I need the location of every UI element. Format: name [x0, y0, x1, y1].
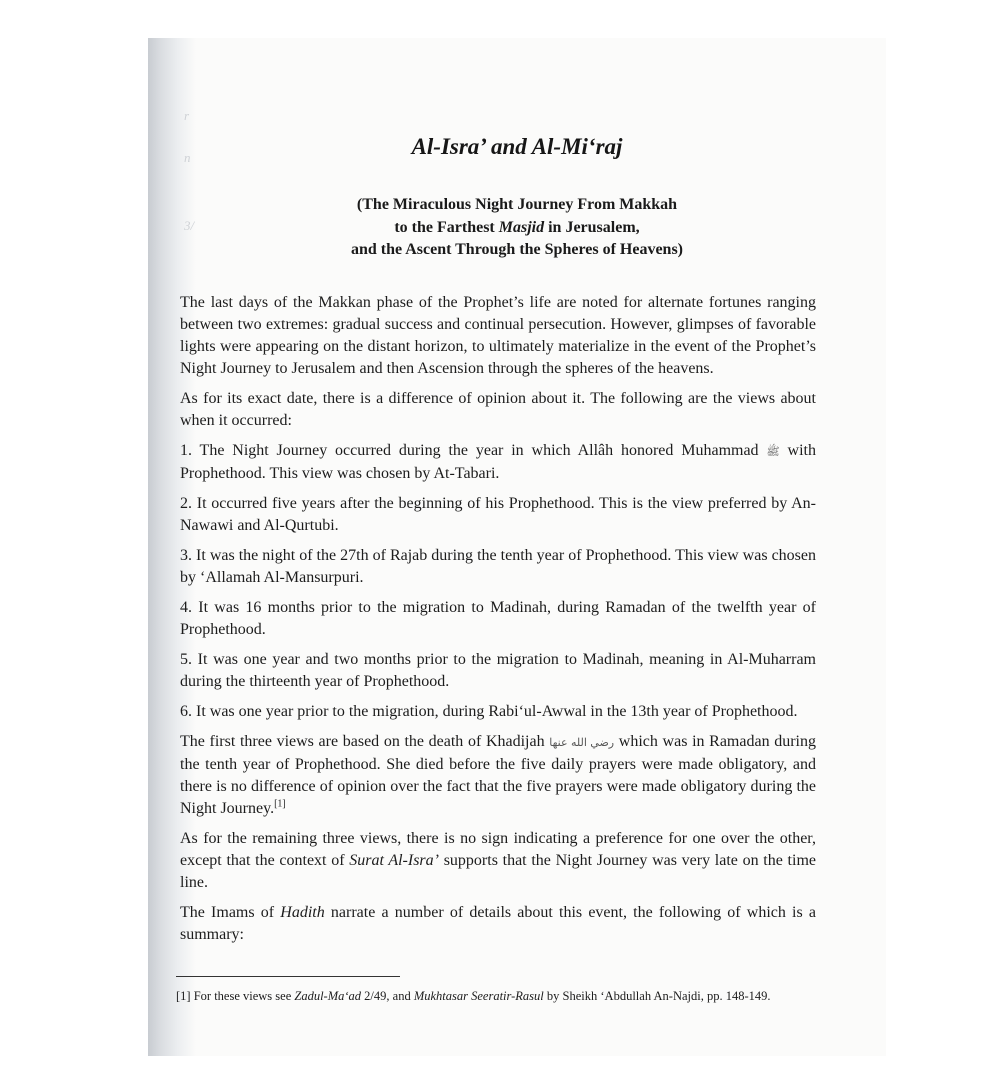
paragraph-first-three-views: The first three views are based on the death of Khadijah رضي الله عنها which was in Ramadan during the tenth year of Prophethood. She died before the five daily prayers were made obligatory, and there is no difference of opinion over the fact that the five prayers were made obligatory during the Night Journey.[1] — [180, 733, 817, 817]
footnote-divider — [176, 976, 400, 977]
paragraph-intro: The last days of the Makkan phase of the Prophet’s life are noted for alternate fortunes ranging between two extremes: gradual success and continual persecution. However, glimpses of favorable lights were appearing on the distant horizon, to ultimately materialize in the event of the Prophet’s Night Journey to Jerusalem and then Ascension through the spheres of the heavens. — [180, 294, 816, 377]
body-text — [180, 292, 816, 954]
subtitle-line-1: (The Miraculous Night Journey From Makkah — [356, 196, 678, 213]
footnote-reference: [1] — [274, 798, 286, 810]
view-item-6: 6. It was one year prior to the migration, during Rabi‘ul-Awwal in the 13th year of Prophethood. — [180, 703, 798, 720]
paragraph-remaining-views: As for the remaining three views, there is no sign indicating a preference for one over the other, except that the context of Surat Al-Isra’ supports that the Night Journey was very late on the time line. — [180, 830, 816, 891]
bleed-through-mark: r — [184, 108, 190, 123]
book-page — [148, 38, 886, 1056]
footnote: [1] For these views see Zadul-Ma‘ad 2/49, and Mukhtasar Seeratir-Rasul by Sheikh ‘Abdullah An-Najdi, pp. 148-149. — [176, 989, 771, 1003]
chapter-subtitle — [148, 194, 886, 262]
view-item-2: 2. It occurred five years after the beginning of his Prophethood. This is the view preferred by An-Nawawi and Al-Qurtubi. — [180, 495, 816, 534]
view-item-1: 1. The Night Journey occurred during the year in which Allâh honored Muhammad ﷺ with Prophethood. This view was chosen by At-Tabari. — [180, 442, 816, 482]
subtitle-emphasis: Masjid — [498, 218, 545, 236]
footnote-marker: [1] — [176, 989, 191, 1003]
bleed-through-mark: 3/ — [184, 218, 195, 233]
paragraph-hadith-summary: The Imams of Hadith narrate a number of details about this event, the following of which is a summary: — [180, 904, 817, 943]
paragraph-date-opinion: As for its exact date, there is a difference of opinion about it. The following are the views about when it occurred: — [180, 390, 816, 429]
view-item-4: 4. It was 16 months prior to the migration to Madinah, during Ramadan of the twelfth year of Prophethood. — [180, 599, 816, 638]
subtitle-line-3: and the Ascent Through the Spheres of Heavens) — [350, 241, 684, 258]
subtitle-line-2: to the Farthest Masjid in Jerusalem, — [394, 218, 640, 236]
view-item-5: 5. It was one year and two months prior to the migration to Madinah, meaning in Al-Muharram during the thirteenth year of Prophethood. — [180, 651, 816, 690]
honorific-glyph: رضي الله عنها — [549, 737, 615, 749]
view-item-3: 3. It was the night of the 27th of Rajab during the tenth year of Prophethood. This view was chosen by ‘Allamah Al-Mansurpuri. — [180, 547, 816, 586]
honorific-glyph: ﷺ — [766, 446, 780, 458]
chapter-title: Al-Isra’ and Al-Mi‘raj — [411, 134, 623, 159]
bleed-through-mark: n — [184, 150, 191, 165]
